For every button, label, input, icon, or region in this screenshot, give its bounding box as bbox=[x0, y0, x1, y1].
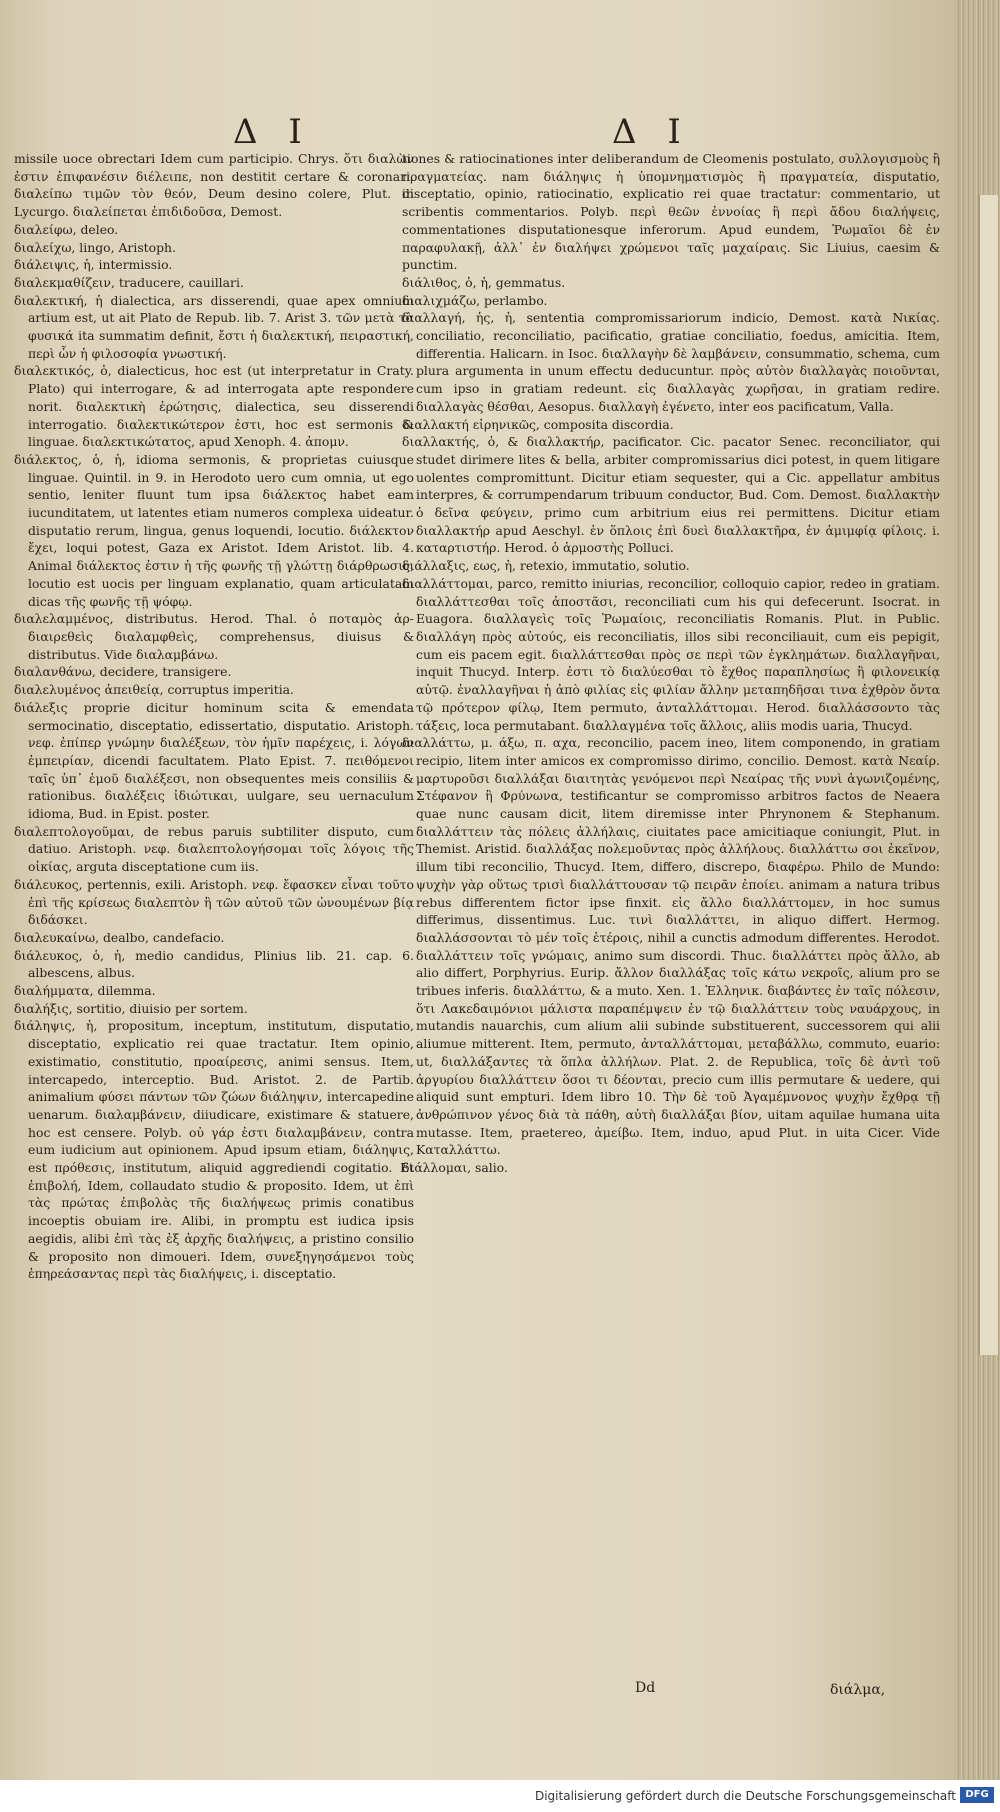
left-entry: διάλειψις, ἡ, intermissio. bbox=[14, 257, 173, 273]
right-entry: διαλλακτής, ὁ, & διαλλακτήρ, pacificator. Cic. pacator Senec. reconciliator, qui studet dirimere lites & bella, arbiter compromissarius dici potest, in quem litigare uolentes compromittunt. Dicitur etiam sequester, qui a Cic. appellatur ambitus interpres, & corrumpendarum tribuum conductor, Bud. Com. Demost. διαλλακτὴν ὁ δεῖνα φεύγειν, primo cum arbitrium eius rei permittens. Dicitur etiam διαλλακτήρ apud Aeschyl. ἐν ὅπλοις ἐπὶ δυεὶ διαλλακτῆρα, ἐν ἀμιμφίᾳ φίλοις. i. καταρτιστήρ. Herod. ὁ ἁρμοστὴς Polluci. bbox=[402, 434, 940, 556]
left-entry: διαλεπτολογοῦμαι, de rebus paruis subtiliter disputo, cum datiuo. Aristoph. νεφ. διαλεπτολογήσομαι τοῖς λόγοις τῆς οἰκίας, arguta disceptatione cum iis. bbox=[14, 823, 414, 875]
right-entry: διάλλομαι, salio. bbox=[402, 1160, 508, 1176]
right-entry: tiones & ratiocinationes inter deliberandum de Cleomenis postulato, συλλογισμοὺς ἢ πραγματείας. nam διάληψις ἡ ὑπομνηματισμὸς ἢ πραγματεία, disputatio, disceptatio, opinio, ratiocinatio, explicatio rei quae tractatur: commentario, ut scribentis commentarios. Polyb. περὶ θεῶν ἐννοίας ἢ περὶ ἄδου διαλήψεις, commentationes disputationesque inferorum. Apud eundem, Ῥωμαῖοι δὲ ἐν παραφυλακῇ, ἀλλ᾿ ἐν διαλήψει χρώμενοι ταῖς μαχαίραις. Sic Liuius, caesim & punctim. bbox=[402, 151, 940, 273]
catchword: διάλμα, bbox=[830, 1682, 886, 1698]
left-column bbox=[14, 150, 414, 1283]
right-entry: διάλλαξις, εως, ἡ, retexio, immutatio, solutio. bbox=[402, 558, 690, 574]
right-entry: διάλιθος, ὁ, ἡ, gemmatus. bbox=[402, 274, 566, 290]
left-entry: διαλεκτική, ἡ dialectica, ars disserendi, quae apex omnium artium est, ut ait Plato de Repub. lib. 7. Arist 3. τῶν μετὰ τὰ φυσικά ita summatim definit, ἔστι ἡ διαλεκτική, πειραστική, περὶ ὧν ἡ φιλοσοφία γνωστική. bbox=[14, 292, 414, 361]
right-entry: διαλιχμάζω, perlambo. bbox=[402, 292, 548, 308]
right-entry: διαλλάττομαι, parco, remitto iniurias, reconcilior, colloquio capior, redeo in gratiam. διαλλάττεσθαι τοῖς ἀποστᾶσι, reconciliati cum his qui defecerunt. Isocrat. in Euagora. διαλλαγεὶς τοῖς Ῥωμαίοις, reconciliatis Romanis. Plut. in Public. διαλλάγη πρὸς αὐτούς, eis reconciliatis, illos sibi reconciliauit, cum eis pepigit, cum eis pacem egit. διαλλάττεσθαι πρὸς σε περὶ τῶν ἐγκλημάτων. διαλλαγῆναι, inquit Thucyd. Interp. ἐστι τὸ διαλύεσθαι τὸ ἔχθος παραπλησίως ἢ φιλονεικίᾳ αὐτῷ. ἐναλλαγῆναι ἡ ἀπὸ φιλίας εἰς φιλίαν ἄλλην μεταπηδῆσαι τινα ἐχθρὸν ὄντα τῷ πρότερον φίλῳ, Item permuto, ἀνταλλάττομαι. Herod. διαλλάσσοντο τὰς τάξεις, loca permutabant. διαλλαγμένα τοῖς ἄλλοις, aliis modis uaria, Thucyd. bbox=[402, 575, 940, 733]
left-entry: διάλεξις proprie dicitur hominum scita & emendata sermocinatio, disceptatio, edissertatio, disputatio. Aristoph. νεφ. ἐπίπερ γνώμην διαλέξεων, τὸν ἡμῖν παρέχεις, i. λόγων ἐμπειρίαν, dicendi facultatem. Plato Epist. 7. πειθόμενοι ταῖς ὑπ᾿ ἐμοῦ διαλέξεσι, non obsequentes meis consiliis & rationibus. διαλέξεις ἰδιώτικαι, uulgare, seu uernaculum idioma, Bud. in Epist. poster. bbox=[14, 699, 414, 822]
running-head-left: Δ Ι bbox=[233, 112, 312, 152]
left-entry: διάληψις, ἡ, propositum, inceptum, institutum, disputatio, disceptatio, explicatio rei quae tractatur. Item opinio, existimatio, constitutio, προαίρεσις, animi sensus. Item, intercapedo, interceptio. Bud. Aristot. 2. de Partib. animalium φύσει πάντων τῶν ζώων διάληψιν, intercapedine uenarum. διαλαμβάνειν, diiudicare, existimare & statuere, hoc est censere. Polyb. οὐ γάρ ἐστι διαλαμβάνειν, contra eum iudicium aut opinionem. Apud ipsum etiam, διάληψις, est πρόθεσις, institutum, aliquid aggrediendi cogitatio. Et ἐπιβολή, Idem, collaudato studio & proposito. Idem, ut ἐπὶ τὰς πρώτας ἐπιβολὰς τῆς διαλήψεως primis conatibus incoeptis obuiam ire. Alibi, in promptu est iudica ipsis aegidis, alibi ἐπὶ τὰς ἐξ ἀρχῆς διαλήψεις, a pristino consilio & proposito non dimoueri. Idem, συνεξηγησάμενοι τοὺς ἐπηρεάσαντας περὶ τὰς διαλήψεις, i. disceptatio. bbox=[14, 1018, 414, 1282]
right-column bbox=[402, 150, 940, 1177]
left-entry: διαλείφω, deleo. bbox=[14, 221, 119, 237]
left-entry: διαλεκμαθίζειν, traducere, cauillari. bbox=[14, 274, 244, 290]
footer-credit: Digitalisierung gefördert durch die Deutsche Forschungsgemeinschaft bbox=[534, 1789, 956, 1803]
left-entry: διαλήξις, sortitio, diuisio per sortem. bbox=[14, 1000, 248, 1016]
right-entry: διαλλακτή εἰρηνικῶς, composita discordia. bbox=[402, 416, 674, 432]
left-entry: διαλελαμμένος, distributus. Herod. Thal. ὁ ποταμὸς ἀρ-διαιρεθεὶς διαλαμφθεὶς, comprehensus, diuisus & distributus. Vide διαλαμβάνω. bbox=[14, 611, 414, 662]
left-entry: διάλεκτος, ὁ, ἡ, idioma sermonis, & proprietas cuiusque linguae. Quintil. in 9. in Herodoto uero cum omnia, ut ego sentio, leniter fluunt tum ipsa διάλεκτος habet eam iucunditatem, ut latentes etiam numeros complexa uideatur. disputatio rerum, lingua, genus loquendi, locutio. διάλεκτον ἔχει, loqui potest, Gaza ex Aristot. Idem Aristot. lib. 4. Animal διάλεκτος ἐστιν ἡ τῆς φωνῆς τῇ γλώττῃ διάρθρωσις, locutio est uocis per linguam explanatio, quam articulatam dicas τῆς φωνῆς τῇ ψόφῳ. bbox=[14, 451, 414, 609]
right-entry: διαλλάττω, μ. άξω, π. αχα, reconcilio, pacem ineo, litem componendo, in gratiam recipio, litem inter amicos ex compromisso dirimo, concilio. Demost. κατὰ Νεαίρ. μαρτυροῦσι διαλλάξαι διαιτητὰς γενόμενοι περὶ Νεαίρας τῆς νυνὶ ἀγωνιζομένης, Στέφανον ἢ Φρύνωνα, testificantur se compromisso arbitros factos de Neaera quae nunc causam dicit, litem diremisse inter Phrynonem & Stephanum. διαλλάττειν τὰς πόλεις ἀλλήλαις, ciuitates pace amicitiaque coniungit, Plut. in Themist. Aristid. διαλλάξας πολεμοῦντας πρὸς ἀλλήλους. διαλλάττω σοι ἐκεῖνον, illum tibi reconcilio, Thucyd. Item, differo, discrepo, διαφέρω. Philo de Mundo: ψυχὴν γὰρ οὕτως τρισὶ διαλλάττουσαν τῷ πειρᾶν ἐποίει. animam a natura tribus rebus differentem fictor ipse finxit. εἰς ἄλλο διαλλάττομεν, in hoc sumus differimus, dissentimus. Luc. τινὶ διαλλάττει, in aliquo differt. Hermog. διαλλάσσονται τὸ μέν τοῖς ἑτέροις, nihil a cunctis admodum differentes. Herodot. διαλλάττειν τοῖς γνώμαις, animo sum discordi. Thuc. διαλλάττει πρὸς ἄλλο, ab alio differt, Porphyrius. Eurip. ἄλλον διαλλάξας τοῖς κάτω νεκροῖς, alium pro se tribues inferis. διαλλάττω, & a muto. Xen. 1. Ἑλληνικ. διαβάντες ἐν ταῖς πόλεσιν, ὅτι Λακεδαιμόνιοι μάλιστα παραπέμψειν ἐν τῷ διαλλάττειν τοὺς ναυάρχους, in mutandis nauarchis, cum alium alii subinde substituerent, successorem qui alii aliumue mitterent. Item, permuto, ἀνταλλάττομαι, μεταβάλλω, commuto, euario: ut, διαλλάξαντες τὰ ὅπλα ἀλλήλων. Plat. 2. de Republica, τοῖς δὲ ἀντὶ τοῦ ἀργυρίου διαλλάττειν ὅσοι τι δέονται, precio cum illis permutare & uedere, qui aliquid sunt empturi. Idem libro 10. Τὴν δὲ τοῦ Ἀγαμέμνονος ψυχὴν ἔχθρᾳ τῇ ἀνθρώπινον γένος διὰ τὰ πάθη, αὐτὴ διαλλάξαι βίον, uitam aquilae humana uita mutasse. Item, praetereo, ἀμείβω. Item, induo, apud Plut. in uita Cicer. Vide Καταλλάττω. bbox=[402, 735, 940, 1158]
signature-mark: Dd bbox=[635, 1680, 656, 1696]
dfg-logo: DFG bbox=[960, 1787, 994, 1803]
left-entry: διαλελυμένος ἀπειθείᾳ, corruptus imperitia. bbox=[14, 682, 294, 698]
running-head-right: Δ Ι bbox=[612, 112, 691, 152]
left-entry: missile uoce obrectari Idem cum participio. Chrys. ὅτι διαλὼν ἐστιν ἐπιφανέσιν διέλειπε, non destitit certare & coronari. διαλείπω τιμῶν τὸν θεόν, Deum desino colere, Plut. in Lycurgo. διαλείπεται ἐπιδιδοῦσα, Demost. bbox=[14, 151, 414, 220]
left-entry: διαλείχω, lingo, Aristoph. bbox=[14, 239, 176, 255]
fore-edge-tab bbox=[978, 195, 998, 1355]
left-entry: διαλευκαίνω, dealbo, candefacio. bbox=[14, 929, 225, 945]
left-entry: διάλευκος, ὁ, ἡ, medio candidus, Plinius lib. 21. cap. 6. albescens, albus. bbox=[14, 947, 414, 981]
digitization-footer bbox=[0, 1780, 1000, 1812]
right-entry: διαλλαγή, ἡς, ἡ, sententia compromissariorum indicio, Demost. κατὰ Νικίας. conciliatio, reconciliatio, pacificatio, gratiae conciliatio, foedus, amicitia. Item, differentia. Halicarn. in Isoc. διαλλαγὴν δὲ λαμβάνειν, consummatio, schema, cum plura argumenta in unum effectu deducuntur. πρὸς αὐτὸν διαλλαγὰς ποιοῦνται, cum ipso in gratiam redeunt. εἰς διαλλαγὰς χωρῆσαι, in gratiam redire. διαλλαγὰς θέσθαι, Aesopus. διαλλαγὴ ἐγένετο, inter eos pacificatum, Valla. bbox=[402, 310, 940, 414]
left-entry: διαλανθάνω, decidere, transigere. bbox=[14, 664, 232, 680]
left-entry: διαλεκτικός, ὁ, dialecticus, hoc est (ut interpretatur in Craty. Plato) qui interrogare, & ad interrogata apte respondere norit. διαλεκτικὴ ἐρώτησις, dialectica, seu disserendi interrogatio. διαλεκτικώτερον ἐστι, hoc est sermonis & linguae. διαλεκτικώτατος, apud Xenoph. 4. ἀπομν. bbox=[14, 363, 414, 450]
left-entry: διάλευκος, pertennis, exili. Aristoph. νεφ. ἔφασκεν εἶναι τοῦτο ἐπὶ τῆς κρίσεως διαλεπτὸν ἢ τῶν αὐτοῦ τῶν ὠνουμένων βίᾳ διδάσκει. bbox=[14, 876, 414, 928]
left-entry: διαλήμματα, dilemma. bbox=[14, 983, 156, 999]
